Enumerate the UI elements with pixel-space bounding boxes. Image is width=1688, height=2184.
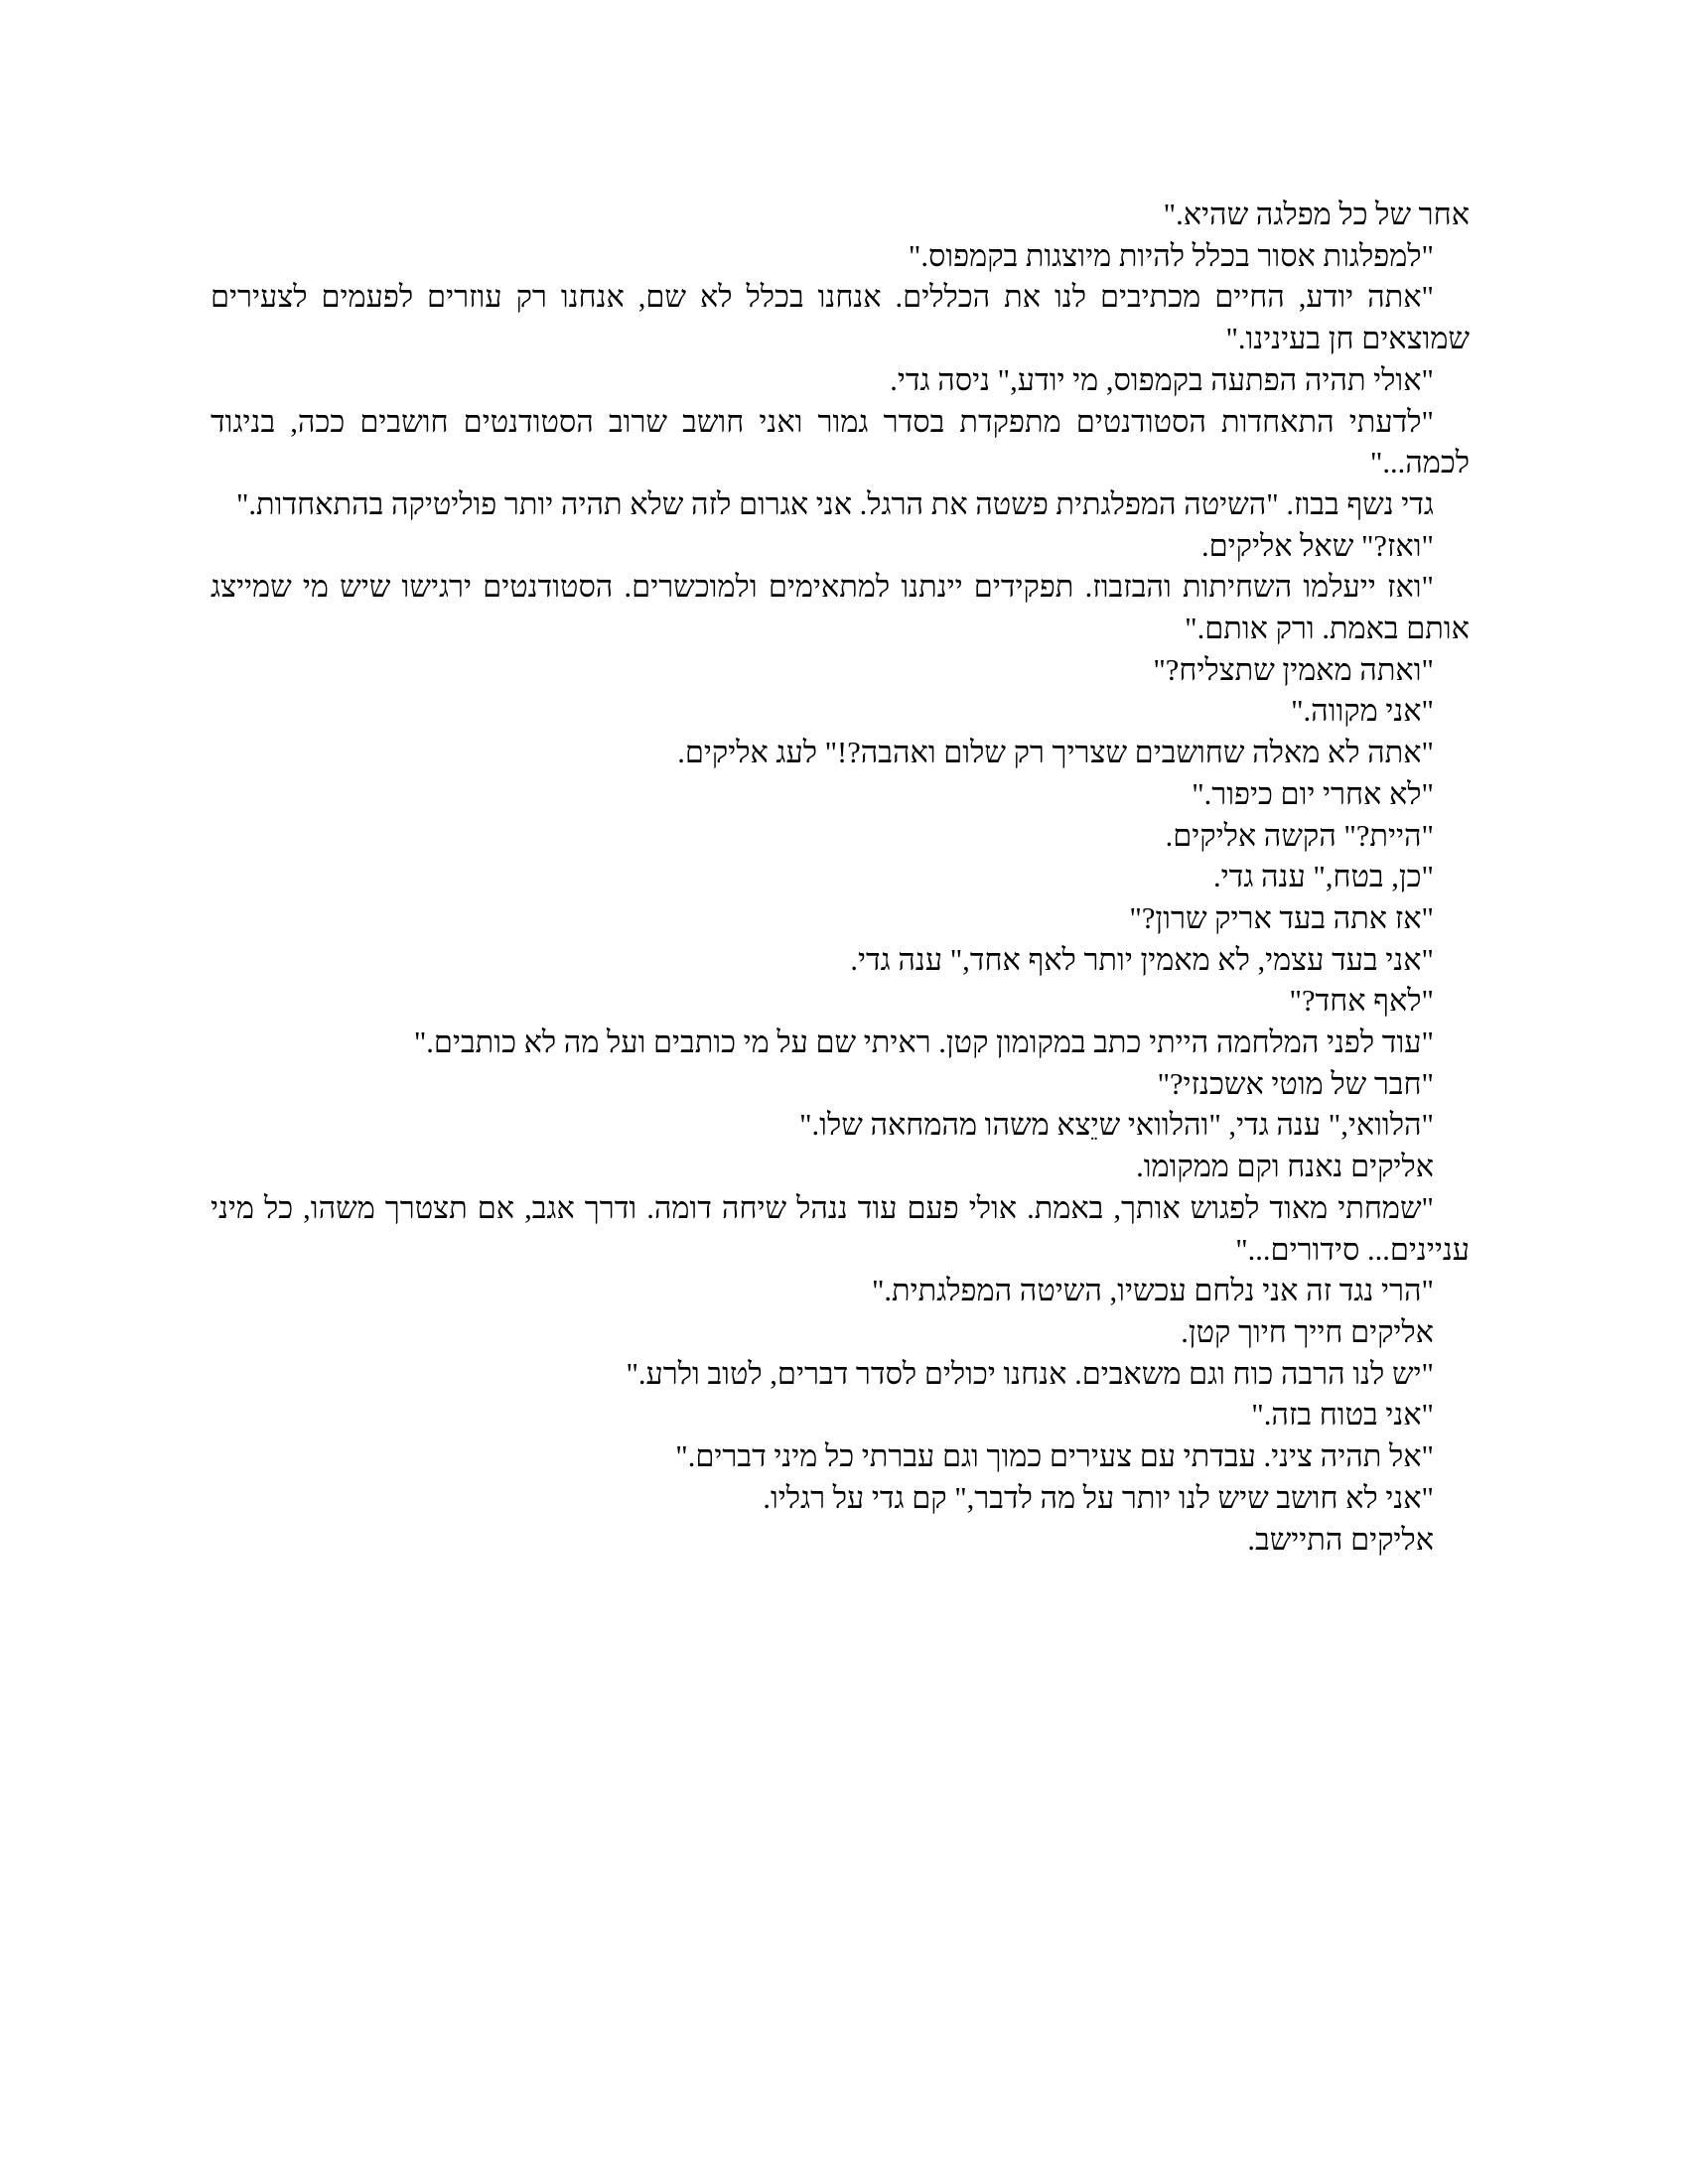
paragraph: אליקים התיישב.: [1247, 1522, 1434, 1557]
paragraph: "אל תהיה ציני. עבדתי עם צעירים כמוך וגם עברתי כל מיני דברים.": [675, 1439, 1434, 1474]
paragraph: "אז אתה בעד אריק שרון?": [1129, 900, 1434, 935]
paragraph: "עוד לפני המלחמה הייתי כתב במקומון קטן. ראיתי שם על מי כותבים ועל מה לא כותבים.": [413, 1025, 1434, 1060]
paragraph: "היית?" הקשה אליקים.: [1165, 818, 1434, 853]
paragraph: "כן, בטח," ענה גדי.: [1213, 860, 1434, 894]
paragraph: "ואתה מאמין שתצליח?": [1153, 652, 1434, 687]
paragraph: "לדעתי התאחדות הסטודנטים מתפקדת בסדר גמור ואני חושב שרוב הסטודנטים חושבים ככה, בניגוד לכמה...": [211, 404, 1470, 480]
paragraph: אליקים נאנח וקם ממקומו.: [1136, 1150, 1434, 1184]
paragraph: "אתה יודע, החיים מכתיבים לנו את הכללים. אנחנו בכלל לא שם, אנחנו רק עוזרים לפעמים לצעירים שמוצאים חן בעינינו.": [211, 280, 1470, 356]
paragraph: "הרי נגד זה אני נלחם עכשיו, השיטה המפלגתית.": [871, 1274, 1434, 1308]
paragraph: "הלוואי," ענה גדי, "והלוואי שיֵצא משהו מהמחאה שלו.": [799, 1108, 1434, 1143]
paragraph: "אני בעד עצמי, לא מאמין יותר לאף אחד," ענה גדי.: [850, 942, 1434, 977]
paragraph: "לא אחרי יום כיפור.": [1192, 776, 1434, 811]
paragraph: "שמחתי מאוד לפגוש אותך, באמת. אולי פעם עוד ננהל שיחה דומה. ודרך אגב, אם תצטרך משהו, כל מיני עניינים... סידורים...": [211, 1190, 1470, 1267]
paragraph: "יש לנו הרבה כוח וגם משאבים. אנחנו יכולים לסדר דברים, לטוב ולרע.": [626, 1356, 1434, 1391]
paragraph: "אולי תהיה הפתעה בקמפוס, מי יודע," ניסה גדי.: [890, 362, 1434, 397]
paragraph: גדי נשף בבוז. "השיטה המפלגתית פשטה את הרגל. אני אגרום לזה שלא תהיה יותר פוליטיקה בהתאחדות.": [235, 486, 1434, 521]
paragraph: "אני מקווה.": [1291, 694, 1434, 729]
paragraph: "אתה לא מאלה שחושבים שצריך רק שלום ואהבה?!" לעג אליקים.: [677, 736, 1434, 770]
paragraph: אחר של כל מפלגה שהיא.": [1163, 198, 1470, 231]
paragraph: "אני לא חושב שיש לנו יותר על מה לדבר," קם גדי על רגליו.: [763, 1480, 1434, 1515]
paragraph: "למפלגות אסור בכלל להיות מיוצגות בקמפוס.": [908, 238, 1434, 273]
paragraph: "אני בטוח בזה.": [1251, 1398, 1434, 1433]
document-page: [211, 195, 1470, 1561]
paragraph: "ואז ייעלמו השחיתות והבזבוז. תפקידים יינתנו למתאימים ולמוכשרים. הסטודנטים ירגישו שיש מי שמייצג אותם באמת. ורק אותם.": [211, 570, 1470, 646]
paragraph: "ואז?" שאל אליקים.: [1200, 528, 1434, 563]
paragraph: "לאף אחד?": [1289, 984, 1434, 1019]
paragraph: "חבר של מוטי אשכנזי?": [1157, 1066, 1434, 1101]
paragraph: אליקים חייך חיוך קטן.: [1181, 1314, 1434, 1349]
